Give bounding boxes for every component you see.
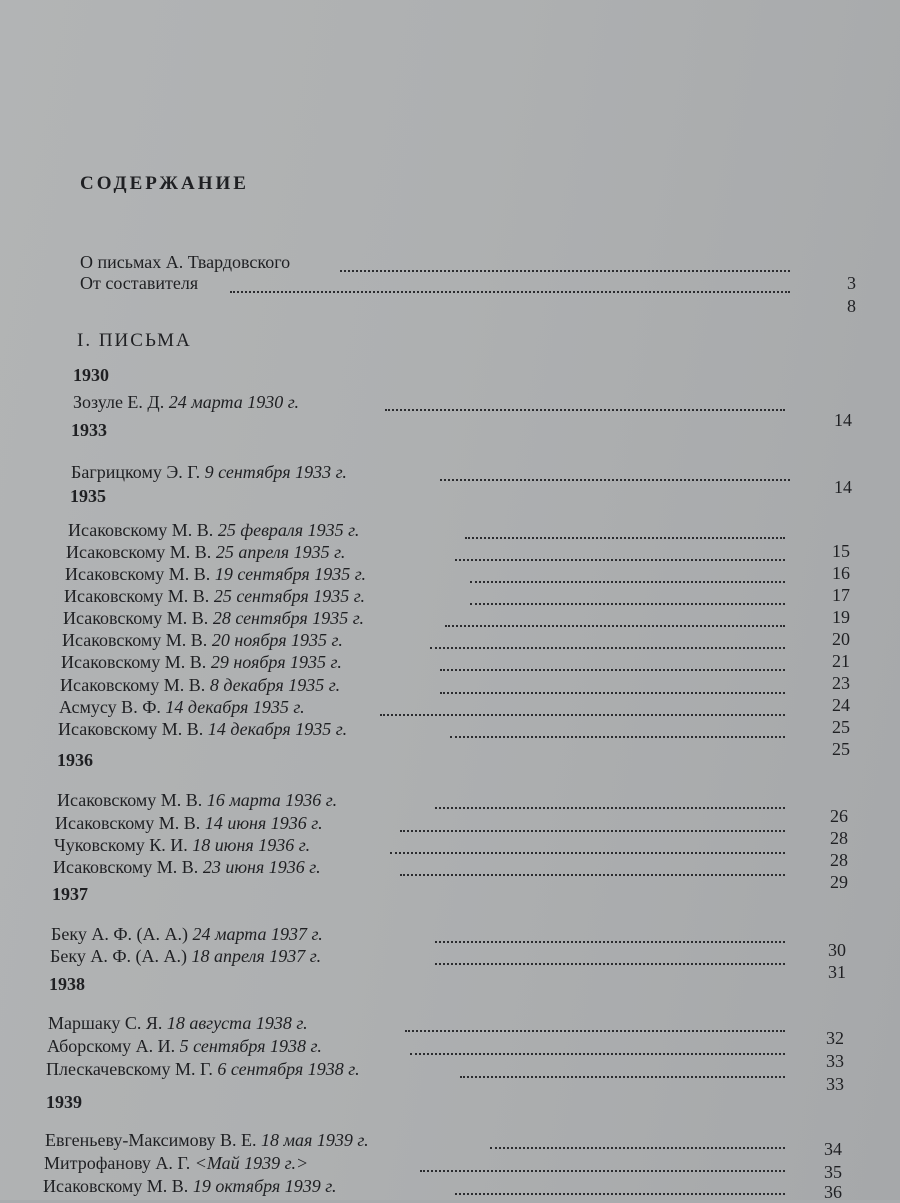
leader-dots <box>420 1166 785 1172</box>
toc-entry: Исаковскому М. В. 23 июня 1936 г. <box>53 857 321 877</box>
leader-dots <box>435 959 785 965</box>
page-number: 31 <box>828 962 846 982</box>
leader-dots <box>430 643 785 649</box>
leader-dots <box>455 555 785 561</box>
toc-entry: Исаковскому М. В. 19 сентября 1935 г. <box>65 564 367 584</box>
page-number: 30 <box>828 940 846 960</box>
toc-entry: Исаковскому М. В. 14 июня 1936 г. <box>55 813 323 833</box>
year-heading: 1930 <box>73 365 109 385</box>
front-entry: О письмах А. Твардовского <box>80 252 291 272</box>
page-number: 28 <box>830 828 848 848</box>
leader-dots <box>445 621 785 627</box>
toc-entry: Беку А. Ф. (А. А.) 24 марта 1937 г. <box>51 924 323 944</box>
page-number: 15 <box>832 541 850 561</box>
leader-dots <box>385 405 785 411</box>
page-number: 25 <box>832 739 850 759</box>
page-number: 14 <box>834 477 852 497</box>
leader-dots <box>460 1072 785 1078</box>
year-heading: 1939 <box>46 1092 82 1112</box>
leader-dots <box>400 826 785 832</box>
toc-entry: Багрицкому Э. Г. 9 сентября 1933 г. <box>71 462 347 482</box>
leader-dots <box>465 533 785 539</box>
page-number: 23 <box>832 673 850 693</box>
toc-entry: Исаковскому М. В. 25 апреля 1935 г. <box>66 542 346 562</box>
leader-dots <box>490 1143 785 1149</box>
toc-entry: Маршаку С. Я. 18 августа 1938 г. <box>48 1013 308 1033</box>
leader-dots <box>405 1026 785 1032</box>
leader-dots <box>380 710 785 716</box>
contents-heading: СОДЕРЖАНИЕ <box>80 173 249 194</box>
toc-entry: Исаковскому М. В. 8 декабря 1935 г. <box>60 675 341 695</box>
page-number: 3 <box>847 273 856 293</box>
leader-dots <box>340 266 790 272</box>
year-heading: 1936 <box>57 750 93 770</box>
toc-entry: Исаковскому М. В. 20 ноября 1935 г. <box>62 630 343 650</box>
toc-entry: Исаковскому М. В. 25 сентября 1935 г. <box>64 586 366 606</box>
leader-dots <box>390 848 785 854</box>
toc-entry: Чуковскому К. И. 18 июня 1936 г. <box>54 835 311 855</box>
page-number: 29 <box>830 872 848 892</box>
page-number: 20 <box>832 629 850 649</box>
page-number: 26 <box>830 806 848 826</box>
toc-entry: Аборскому А. И. 5 сентября 1938 г. <box>47 1036 322 1056</box>
page-number: 24 <box>832 695 850 715</box>
leader-dots <box>435 937 785 943</box>
leader-dots <box>470 599 785 605</box>
page-number: 35 <box>824 1162 842 1182</box>
toc-entry: Исаковскому М. В. 25 февраля 1935 г. <box>68 520 360 540</box>
toc-entry: Исаковскому М. В. 29 ноября 1935 г. <box>61 652 342 672</box>
leader-dots <box>440 665 785 671</box>
page-number: 28 <box>830 850 848 870</box>
front-entry: От составителя <box>80 273 199 293</box>
page-number: 17 <box>832 585 850 605</box>
toc-entry: Евгеньеву-Максимову В. Е. 18 мая 1939 г. <box>45 1130 369 1150</box>
page-number: 16 <box>832 563 850 583</box>
page-number: 19 <box>832 607 850 627</box>
leader-dots <box>410 1049 785 1055</box>
section-title: I. ПИСЬМА <box>77 330 192 351</box>
toc-entry: Исаковскому М. В. 16 марта 1936 г. <box>57 790 338 810</box>
leader-dots <box>450 732 785 738</box>
year-heading: 1935 <box>70 486 106 506</box>
toc-entry: Плескачевскому М. Г. 6 сентября 1938 г. <box>46 1059 360 1079</box>
toc-entry: Исаковскому М. В. 28 сентября 1935 г. <box>63 608 365 628</box>
leader-dots <box>400 870 785 876</box>
year-heading: 1933 <box>71 420 107 440</box>
leader-dots <box>435 803 785 809</box>
page-number: 34 <box>824 1139 842 1159</box>
toc-entry: Зозуле Е. Д. 24 марта 1930 г. <box>73 392 299 412</box>
leader-dots <box>230 287 790 293</box>
page-number: 21 <box>832 651 850 671</box>
page-number: 33 <box>826 1051 844 1071</box>
leader-dots <box>440 475 790 481</box>
year-heading: 1938 <box>49 974 85 994</box>
page-number: 33 <box>826 1074 844 1094</box>
page-number: 8 <box>847 296 856 316</box>
toc-entry: Митрофанову А. Г. <Май 1939 г.> <box>44 1153 309 1173</box>
leader-dots <box>455 1189 785 1195</box>
toc-entry: Беку А. Ф. (А. А.) 18 апреля 1937 г. <box>50 946 322 966</box>
year-heading: 1937 <box>52 884 88 904</box>
leader-dots <box>440 688 785 694</box>
page-number: 36 <box>824 1182 842 1202</box>
page-number: 25 <box>832 717 850 737</box>
leader-dots <box>470 577 785 583</box>
page-number: 32 <box>826 1028 844 1048</box>
toc-entry: Асмусу В. Ф. 14 декабря 1935 г. <box>59 697 305 717</box>
page-number: 14 <box>834 410 852 430</box>
toc-entry: Исаковскому М. В. 14 декабря 1935 г. <box>58 719 348 739</box>
toc-entry: Исаковскому М. В. 19 октября 1939 г. <box>43 1176 337 1196</box>
